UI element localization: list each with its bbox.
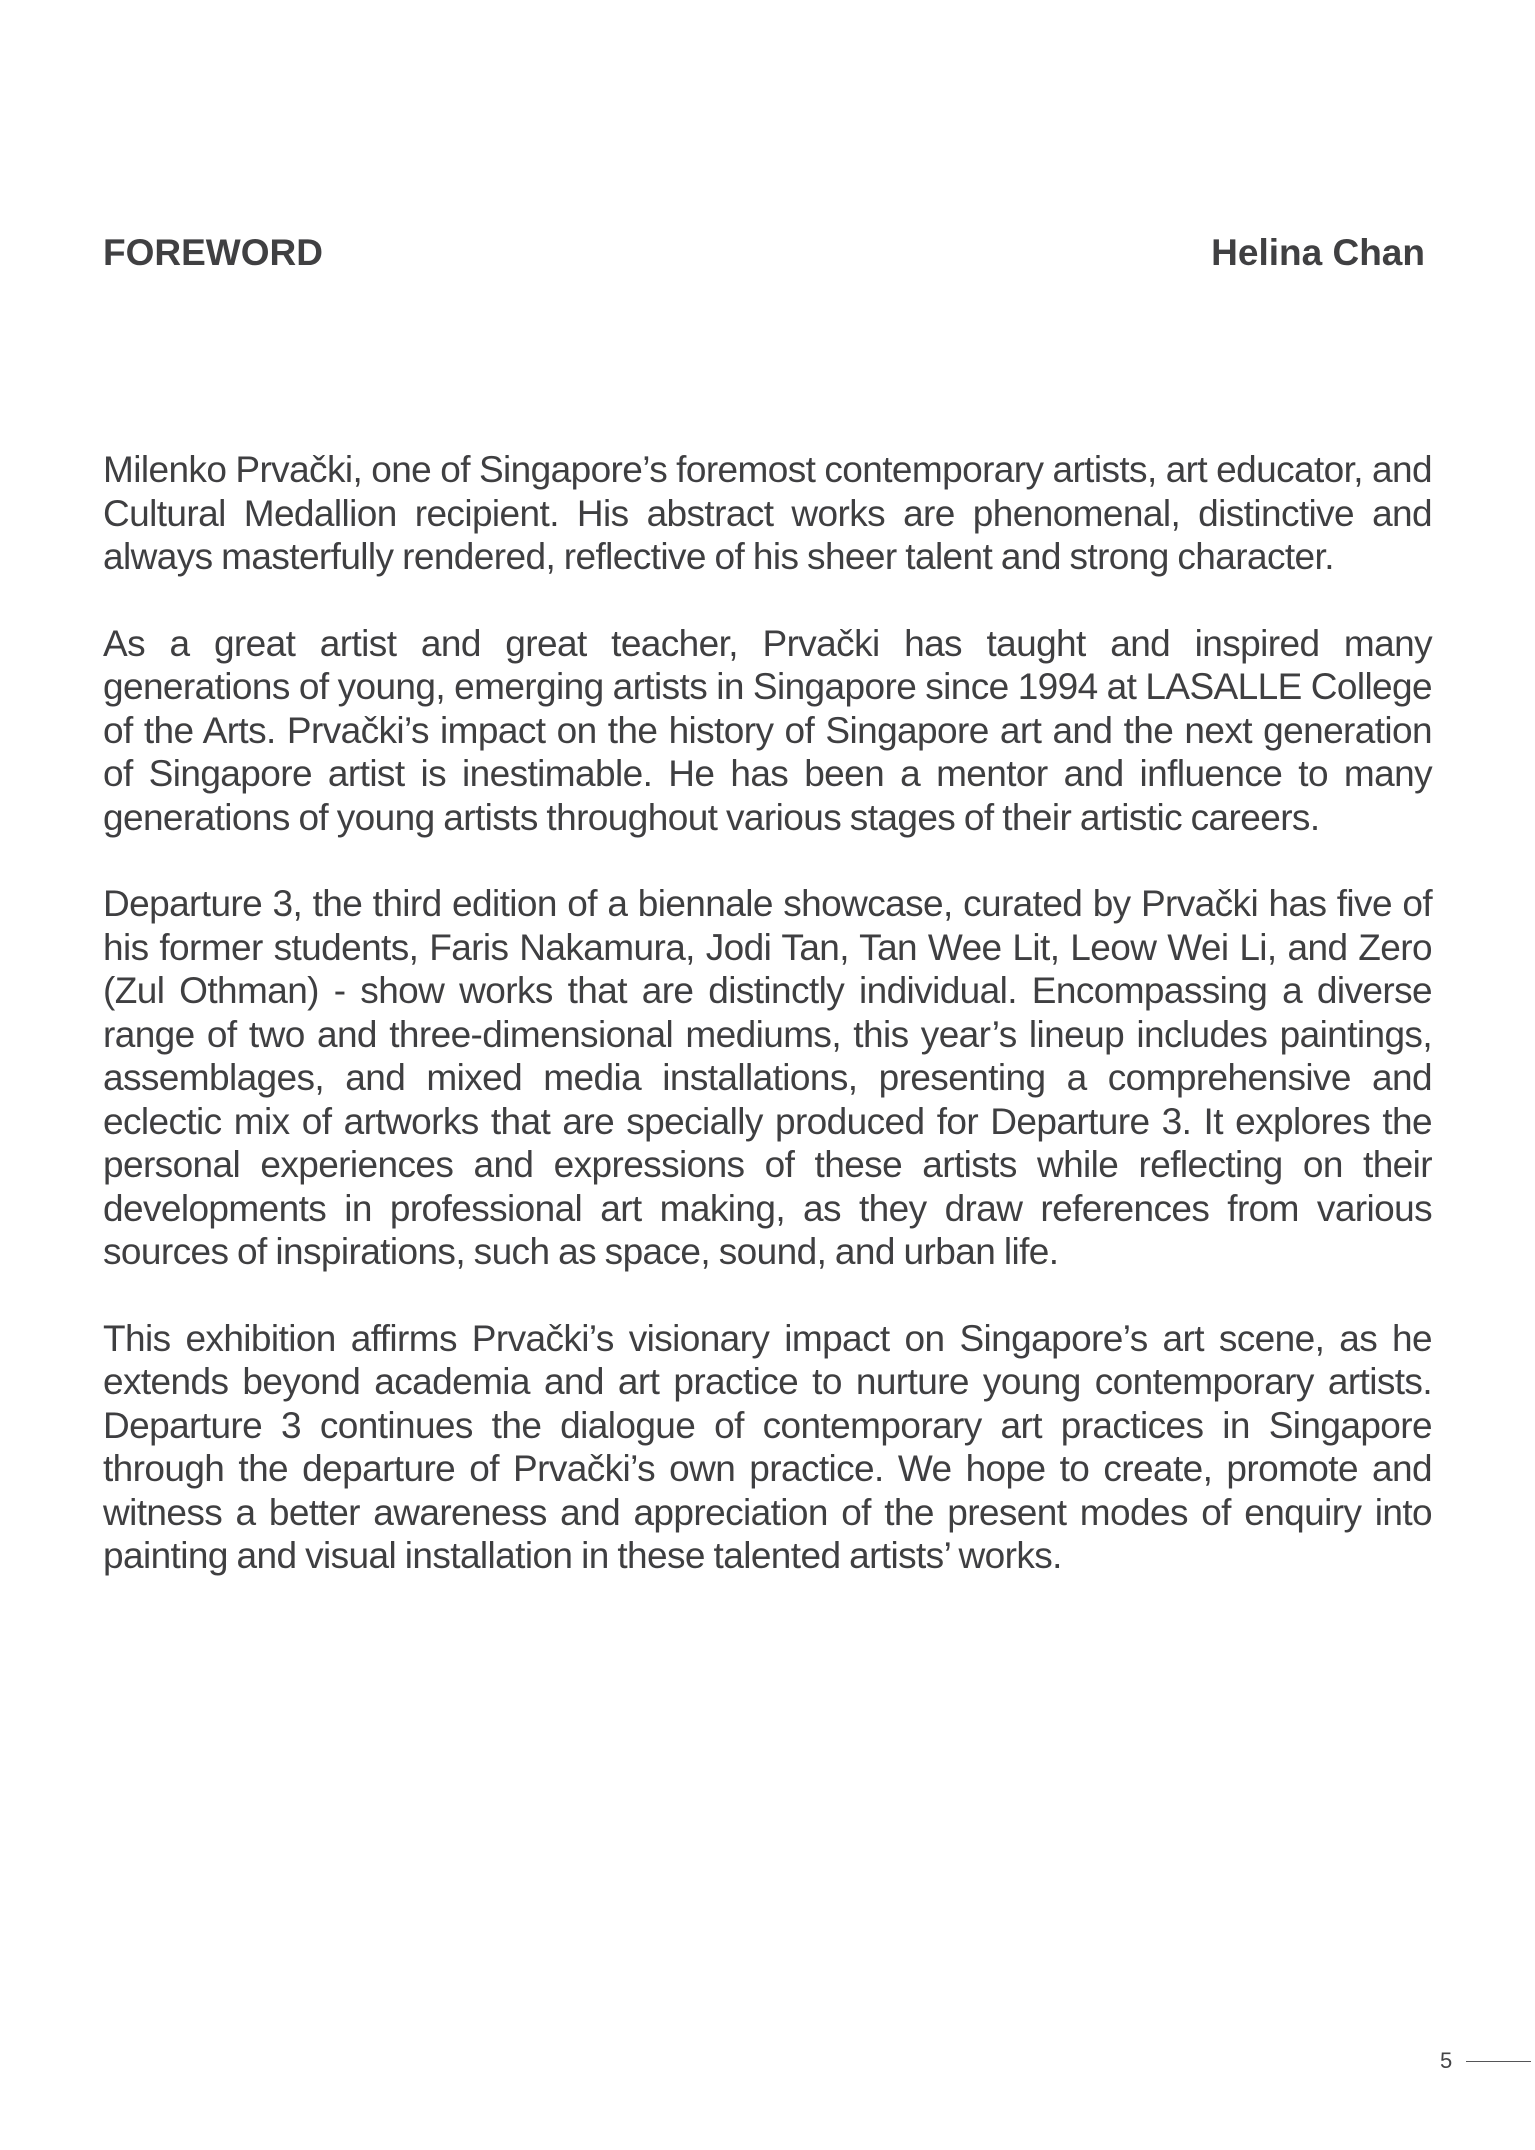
paragraph-2: As a great artist and great teacher, Prvački has taught and inspired many generations of young, emerging artists in Singapore since 1994 at LASALLE College of the Arts. Prvački’s impact on the history of Singapore art and the next generation of Singapore artist is inestimable. He has been a mentor and influence to many generations of young artists throughout various stages of their artistic careers.: [103, 622, 1432, 838]
paragraph-1: Milenko Prvački, one of Singapore’s foremost contemporary artists, art educator, and Cultural Medallion recipient. His abstract works are phenomenal, distinctive and always masterfully rendered, reflective of his sheer talent and strong character.: [103, 449, 1432, 577]
section-title: FOREWORD: [103, 232, 323, 273]
page-footer: [1440, 2048, 1531, 2074]
foreword-body: [103, 448, 1432, 1621]
page-header: [103, 232, 1425, 274]
author-name: Helina Chan: [1211, 232, 1425, 273]
paragraph-3: Departure 3, the third edition of a biennale showcase, curated by Prvački has five of his former students, Faris Nakamura, Jodi Tan, Tan Wee Lit, Leow Wei Li, and Zero (Zul Othman) - show works that are distinctly individual. Encompassing a diverse range of two and three-dimensional mediums, this year’s lineup includes paintings, assemblages, and mixed media installations, presenting a comprehensive and eclectic mix of artworks that are specially produced for Departure 3. It explores the personal experiences and expressions of these artists while reflecting on their developments in professional art making, as they draw references from various sources of inspirations, such as space, sound, and urban life.: [103, 883, 1432, 1272]
page-number: 5: [1440, 2048, 1453, 2073]
page-rule-divider: [1466, 2061, 1531, 2062]
paragraph-4: This exhibition affirms Prvački’s visionary impact on Singapore’s art scene, as he extends beyond academia and art practice to nurture young contemporary artists. Departure 3 continues the dialogue of contemporary art practices in Singapore through the departure of Prvački’s own practice. We hope to create, promote and witness a better awareness and appreciation of the present modes of enquiry into painting and visual installation in these talented artists’ works.: [103, 1317, 1432, 1576]
